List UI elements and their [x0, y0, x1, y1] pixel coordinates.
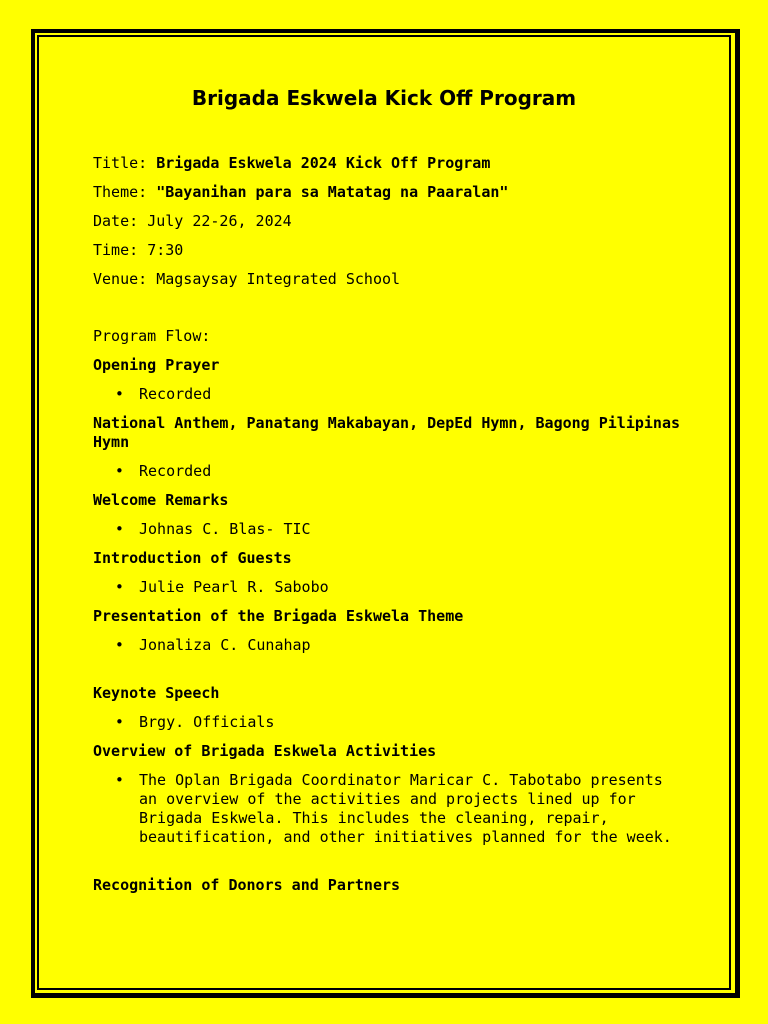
detail-line [93, 212, 683, 231]
program-section-title: Presentation of the Brigada Eskwela Theme [93, 607, 464, 625]
document-body [93, 154, 683, 905]
list-item-text: Jonaliza C. Cunahap [139, 636, 311, 654]
detail-value: Magsaysay Integrated School [156, 270, 401, 288]
list-item [93, 636, 683, 655]
program-section-title: Overview of Brigada Eskwela Activities [93, 742, 437, 760]
bullet-icon: • [115, 578, 124, 596]
program-section-items [93, 713, 683, 732]
detail-value: "Bayanihan para sa Matatag na Paaralan" [156, 183, 509, 201]
document-title: Brigada Eskwela Kick Off Program [191, 86, 577, 110]
program-section-title: Introduction of Guests [93, 549, 292, 567]
program-section-items [93, 520, 683, 539]
bullet-icon: • [115, 520, 124, 538]
bullet-icon: • [115, 771, 124, 789]
detail-label: Venue: [93, 270, 157, 288]
program-section-items [93, 636, 683, 655]
list-item [93, 385, 683, 404]
program-flow-label: Program Flow: [93, 327, 211, 345]
program-section-items [93, 385, 683, 404]
detail-label: Time: [93, 241, 148, 259]
detail-label: Title: [93, 154, 157, 172]
list-item-text: Julie Pearl R. Sabobo [139, 578, 329, 596]
list-item [93, 462, 683, 481]
list-item [93, 578, 683, 597]
detail-line [93, 154, 683, 173]
program-section-title: Keynote Speech [93, 684, 220, 702]
detail-line [93, 183, 683, 202]
detail-line [93, 270, 683, 289]
program-section-items [93, 462, 683, 481]
detail-label: Theme: [93, 183, 157, 201]
detail-value: Brigada Eskwela 2024 Kick Off Program [156, 154, 491, 172]
list-item [93, 520, 683, 539]
program-section-title: National Anthem, Panatang Makabayan, DepEd Hymn, Bagong Pilipinas Hymn [93, 414, 680, 451]
bullet-icon: • [115, 462, 124, 480]
program-section-title: Welcome Remarks [93, 491, 229, 509]
detail-value: July 22-26, 2024 [147, 212, 292, 230]
program-section-title: Recognition of Donors and Partners [93, 876, 401, 894]
detail-value: 7:30 [147, 241, 184, 259]
list-item-text: The Oplan Brigada Coordinator Maricar C. Tabotabo presents an overview of the activities and projects lined up for Brigada Eskwela. This includes the cleaning, repair, beautification, and other initiatives planned for the week. [139, 771, 672, 846]
list-item-text: Johnas C. Blas- TIC [139, 520, 311, 538]
detail-line [93, 241, 683, 260]
bullet-icon: • [115, 713, 124, 731]
list-item-text: Brgy. Officials [139, 713, 275, 731]
bullet-icon: • [115, 385, 124, 403]
detail-label: Date: [93, 212, 148, 230]
list-item [93, 713, 683, 732]
list-item-text: Recorded [139, 385, 212, 403]
list-item-text: Recorded [139, 462, 212, 480]
program-section-items [93, 578, 683, 597]
program-flow-list [93, 356, 683, 895]
bullet-icon: • [115, 636, 124, 654]
program-section-items [93, 771, 683, 847]
list-item [93, 771, 683, 847]
program-section-title: Opening Prayer [93, 356, 220, 374]
event-details [93, 154, 683, 289]
